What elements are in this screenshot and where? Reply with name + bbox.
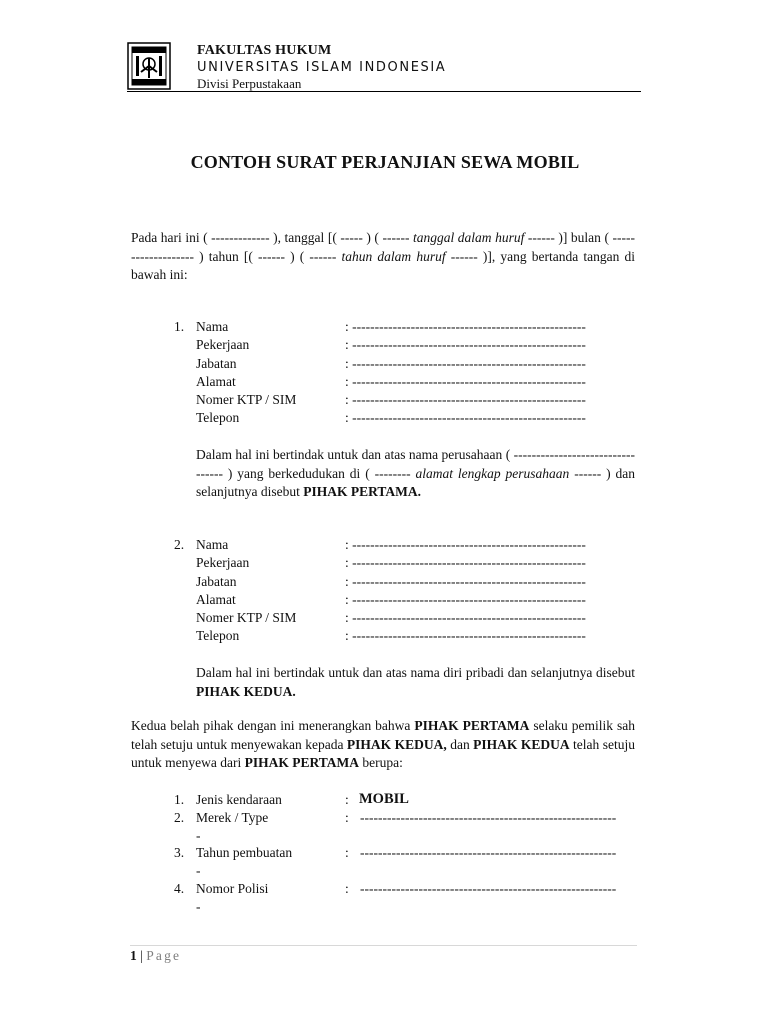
vehicle-item-cont-dash: - xyxy=(196,899,201,914)
party1-field-row xyxy=(174,336,644,354)
party2-field-row xyxy=(174,536,644,554)
party1-field-row xyxy=(174,391,644,409)
vehicle-item-number: 3. xyxy=(174,845,185,860)
page-number: 1 xyxy=(130,948,137,963)
vehicle-item-cont xyxy=(174,827,644,844)
field-value: : ---------------------------------------------------- xyxy=(345,373,586,389)
vehicle-item xyxy=(174,844,644,862)
page-label: Page xyxy=(146,948,182,963)
agreement-text: telah setuju untuk menyewa dari xyxy=(131,736,635,770)
party2-description xyxy=(196,664,635,701)
party1-field-row xyxy=(174,355,644,373)
field-label: Telepon xyxy=(196,628,240,644)
field-value: : ---------------------------------------------------- xyxy=(345,591,586,607)
vehicle-item-label: Nomor Polisi xyxy=(196,881,269,896)
party2-field-row xyxy=(174,573,644,591)
field-label: Pekerjaan xyxy=(196,555,250,571)
agreement-party: PIHAK KEDUA xyxy=(473,736,570,752)
field-label: Alamat xyxy=(196,591,236,607)
party2-field-row xyxy=(174,591,644,609)
faculty-name: FAKULTAS HUKUM xyxy=(197,43,332,58)
vehicle-item-value: --------------------------------------------------------- xyxy=(360,845,617,860)
party2-desc-text: Dalam hal ini bertindak untuk dan atas nama diri pribadi dan selanjutnya disebut xyxy=(196,665,635,680)
agreement-text: berupa: xyxy=(359,755,403,770)
vehicle-item-cont xyxy=(174,898,644,916)
field-value: : ---------------------------------------------------- xyxy=(345,573,586,589)
party1-field-row xyxy=(174,373,644,391)
page-separator: | xyxy=(136,948,147,963)
document-title: CONTOH SURAT PERJANJIAN SEWA MOBIL xyxy=(190,152,580,172)
intro-paragraph xyxy=(131,229,635,285)
field-value: : ---------------------------------------------------- xyxy=(345,319,586,334)
party1-desc-text: ------ ) dan selanjutnya disebut xyxy=(196,465,635,499)
field-label: Jabatan xyxy=(196,573,237,589)
party1-address-placeholder: alamat lengkap perusahaan xyxy=(415,465,570,481)
agreement-text: selaku pemilik sah telah setuju untuk menyewakan kepada xyxy=(131,718,635,752)
vehicle-item-number: 1. xyxy=(174,792,185,807)
field-label: Nama xyxy=(196,319,229,334)
field-value: : ---------------------------------------------------- xyxy=(345,628,586,644)
vehicle-item-number: 2. xyxy=(174,810,185,825)
field-label: Jabatan xyxy=(196,355,237,371)
agreement-paragraph xyxy=(131,717,635,773)
vehicle-item-colon: : xyxy=(345,810,349,825)
party2-designation: PIHAK KEDUA. xyxy=(196,683,296,699)
agreement-party: PIHAK KEDUA, xyxy=(346,736,447,752)
university-logo xyxy=(127,42,171,90)
field-value: : ---------------------------------------------------- xyxy=(345,355,586,371)
vehicle-item-value: --------------------------------------------------------- xyxy=(360,810,617,825)
party2-field-row xyxy=(174,627,644,645)
intro-text: Pada hari ini ( ------------- ), tanggal [( ----- ) ( ------ xyxy=(131,230,413,245)
field-label: Nama xyxy=(196,537,229,552)
field-label: Nomer KTP / SIM xyxy=(196,392,297,408)
field-value: : ---------------------------------------------------- xyxy=(345,392,586,408)
party2-number: 2. xyxy=(174,537,185,552)
field-value: : ---------------------------------------------------- xyxy=(345,537,586,552)
party1-description xyxy=(196,446,635,502)
vehicle-item-label: Jenis kendaraan xyxy=(196,792,282,807)
party1-fields xyxy=(174,318,644,428)
intro-text: ------ )], yang bertanda tangan di bawah ini: xyxy=(131,248,635,282)
footer-divider xyxy=(130,945,637,946)
intro-date-placeholder: tanggal dalam huruf xyxy=(412,230,525,245)
party1-number: 1. xyxy=(174,319,185,334)
vehicle-item-value: --------------------------------------------------------- xyxy=(360,881,617,896)
vehicle-item-cont-dash: - xyxy=(196,828,201,843)
agreement-text: dan xyxy=(446,736,474,752)
field-value: : ---------------------------------------------------- xyxy=(345,337,586,353)
vehicle-item-value: MOBIL xyxy=(359,791,409,807)
vehicle-item xyxy=(174,790,644,809)
vehicle-item-number: 4. xyxy=(174,881,185,896)
field-label: Telepon xyxy=(196,410,240,426)
header-divider xyxy=(127,91,641,92)
party1-designation: PIHAK PERTAMA. xyxy=(303,484,422,499)
vehicle-item-label: Tahun pembuatan xyxy=(196,845,293,860)
vehicle-item xyxy=(174,809,644,827)
field-label: Nomer KTP / SIM xyxy=(196,610,297,626)
vehicle-item-cont-dash: - xyxy=(196,863,201,878)
intro-text: ------ )] bulan ( ------------------- ) tahun [( ------ ) ( ------ xyxy=(131,230,635,264)
party1-field-row xyxy=(174,318,644,336)
vehicle-item-colon: : xyxy=(345,845,349,860)
agreement-text: Kedua belah pihak dengan ini menerangkan bahwa xyxy=(131,718,415,733)
field-label: Alamat xyxy=(196,373,236,389)
field-value: : ---------------------------------------------------- xyxy=(345,555,586,571)
field-label: Pekerjaan xyxy=(196,337,250,353)
party2-field-row xyxy=(174,554,644,572)
page-footer xyxy=(130,948,181,964)
vehicle-item-label: Merek / Type xyxy=(196,810,269,825)
division-name: Divisi Perpustakaan xyxy=(197,76,302,91)
agreement-party: PIHAK PERTAMA xyxy=(244,755,359,770)
party2-fields xyxy=(174,536,644,646)
intro-year-placeholder: tahun dalam huruf xyxy=(341,248,446,264)
vehicle-item-colon: : xyxy=(345,881,349,896)
field-value: : ---------------------------------------------------- xyxy=(345,410,586,426)
agreement-party: PIHAK PERTAMA xyxy=(414,718,530,733)
university-name: UNIVERSITAS ISLAM INDONESIA xyxy=(197,60,447,75)
vehicle-list xyxy=(174,790,644,916)
vehicle-item xyxy=(174,880,644,898)
party1-desc-text: Dalam hal ini bertindak untuk dan atas nama perusahaan ( --------------------------------- ) yang berkedudukan di ( -------- xyxy=(196,447,635,481)
party2-field-row xyxy=(174,609,644,627)
vehicle-item-colon: : xyxy=(345,792,349,807)
party1-field-row xyxy=(174,409,644,427)
vehicle-item-cont xyxy=(174,862,644,880)
field-value: : ---------------------------------------------------- xyxy=(345,610,586,626)
